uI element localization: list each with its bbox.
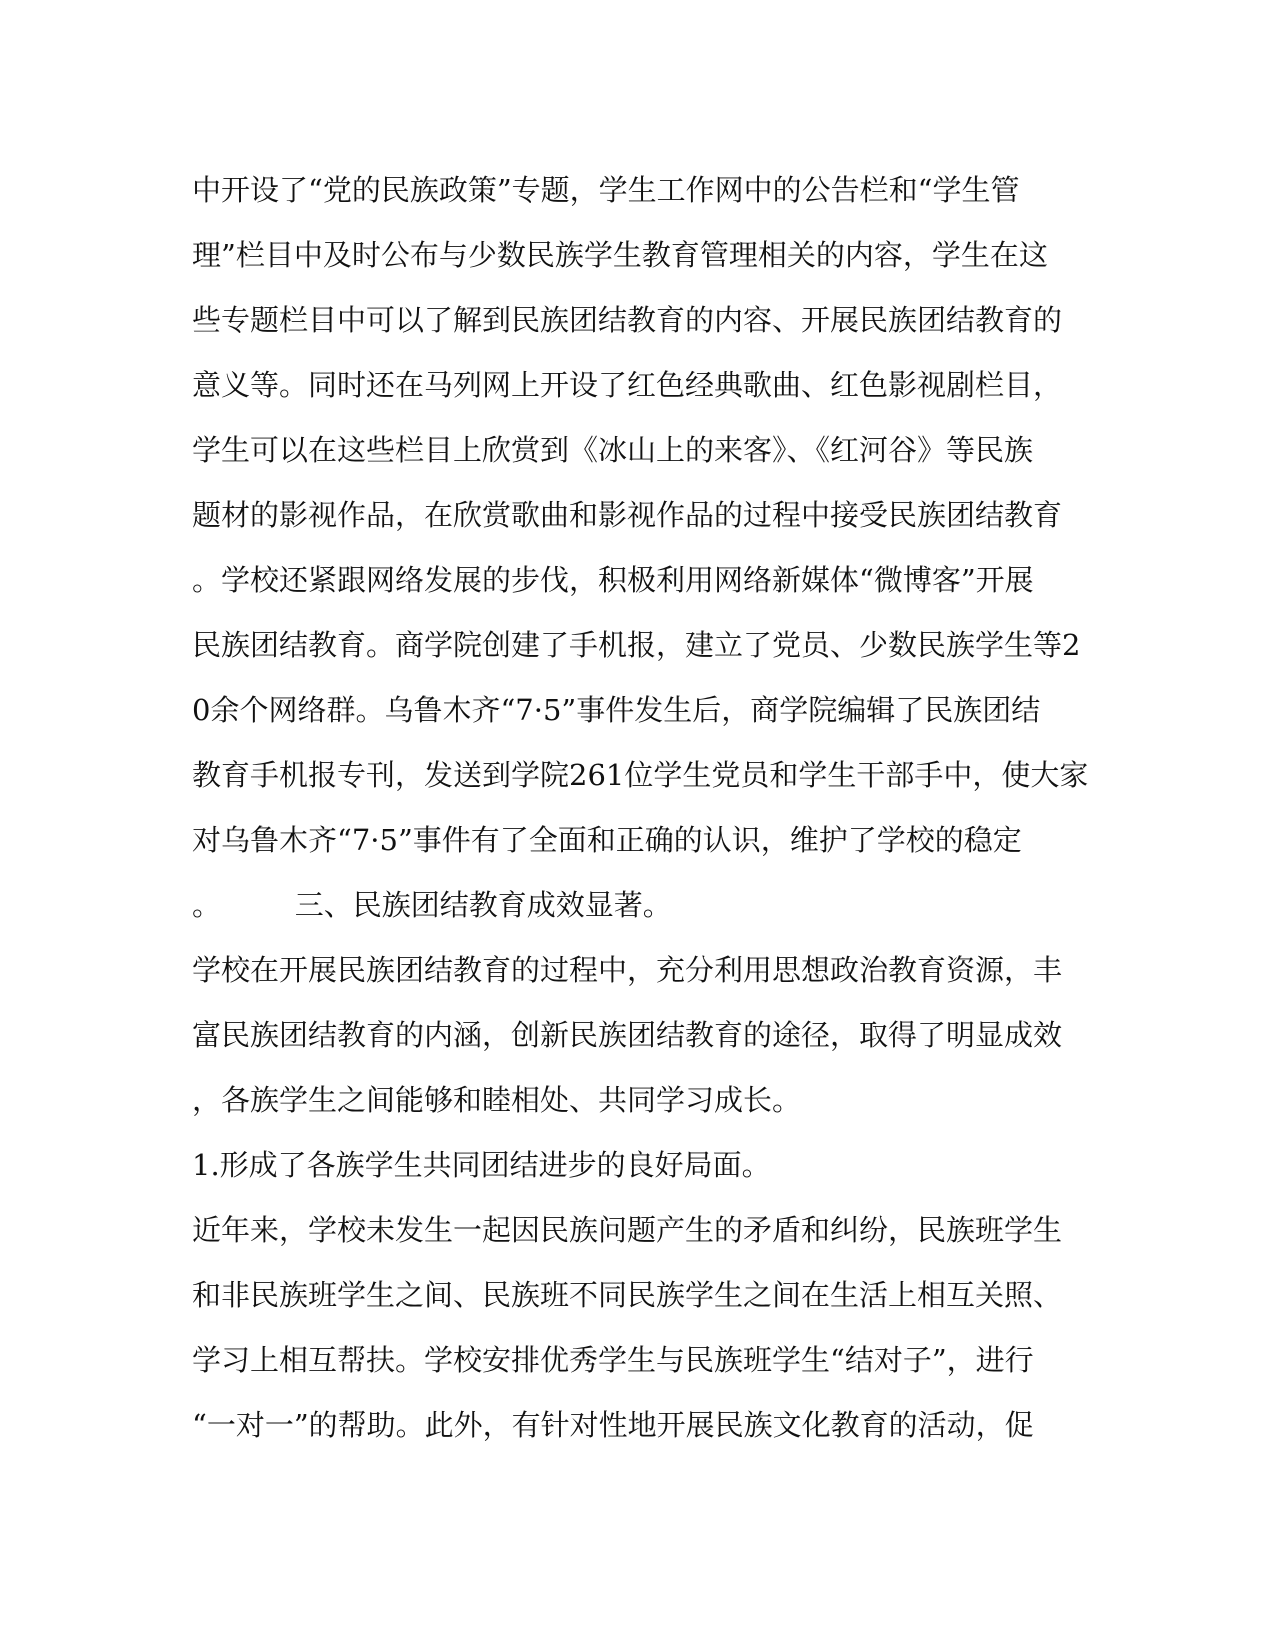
text-line: 民族团结教育。商学院创建了手机报，建立了党员、少数民族学生等2 xyxy=(192,628,1081,662)
body-text xyxy=(192,158,1092,1458)
text-line: ，各族学生之间能够和睦相处、共同学习成长。 xyxy=(192,1083,802,1117)
text-line: 些专题栏目中可以了解到民族团结教育的内容、开展民族团结教育的 xyxy=(192,303,1063,337)
text-line: 0余个网络群。乌鲁木齐“7·5”事件发生后，商学院编辑了民族团结 xyxy=(192,693,1041,727)
text-line: 教育手机报专刊，发送到学院261位学生党员和学生干部手中，使大家 xyxy=(192,758,1089,792)
text-line: “一对一”的帮助。此外，有针对性地开展民族文化教育的活动，促 xyxy=(192,1408,1034,1442)
text-line: 题材的影视作品，在欣赏歌曲和影视作品的过程中接受民族团结教育 xyxy=(192,498,1063,532)
subheading-line: 1.形成了各族学生共同团结进步的良好局面。 xyxy=(192,1148,771,1182)
text-line: 意义等。同时还在马列网上开设了红色经典歌曲、红色影视剧栏目， xyxy=(192,368,1063,402)
text-line: 学生可以在这些栏目上欣赏到《冰山上的来客》、《红河谷》等民族 xyxy=(192,433,1034,467)
text-line: 富民族团结教育的内涵，创新民族团结教育的途径，取得了明显成效 xyxy=(192,1018,1063,1052)
text-line: 理”栏目中及时公布与少数民族学生教育管理相关的内容，学生在这 xyxy=(192,238,1048,272)
text-line: 近年来，学校未发生一起因民族问题产生的矛盾和纠纷，民族班学生 xyxy=(192,1213,1063,1247)
text-line: 学校在开展民族团结教育的过程中，充分利用思想政治教育资源，丰 xyxy=(192,953,1063,987)
text-line: 学习上相互帮扶。学校安排优秀学生与民族班学生“结对子”，进行 xyxy=(192,1343,1034,1377)
section-heading-line: 。 三、民族团结教育成效显著。 xyxy=(192,888,672,922)
text-line: 中开设了“党的民族政策”专题，学生工作网中的公告栏和“学生管 xyxy=(192,173,1020,207)
text-line: 。学校还紧跟网络发展的步伐，积极利用网络新媒体“微博客”开展 xyxy=(192,563,1034,597)
text-line: 和非民族班学生之间、民族班不同民族学生之间在生活上相互关照、 xyxy=(192,1278,1063,1312)
text-line: 对乌鲁木齐“7·5”事件有了全面和正确的认识，维护了学校的稳定 xyxy=(192,823,1022,857)
